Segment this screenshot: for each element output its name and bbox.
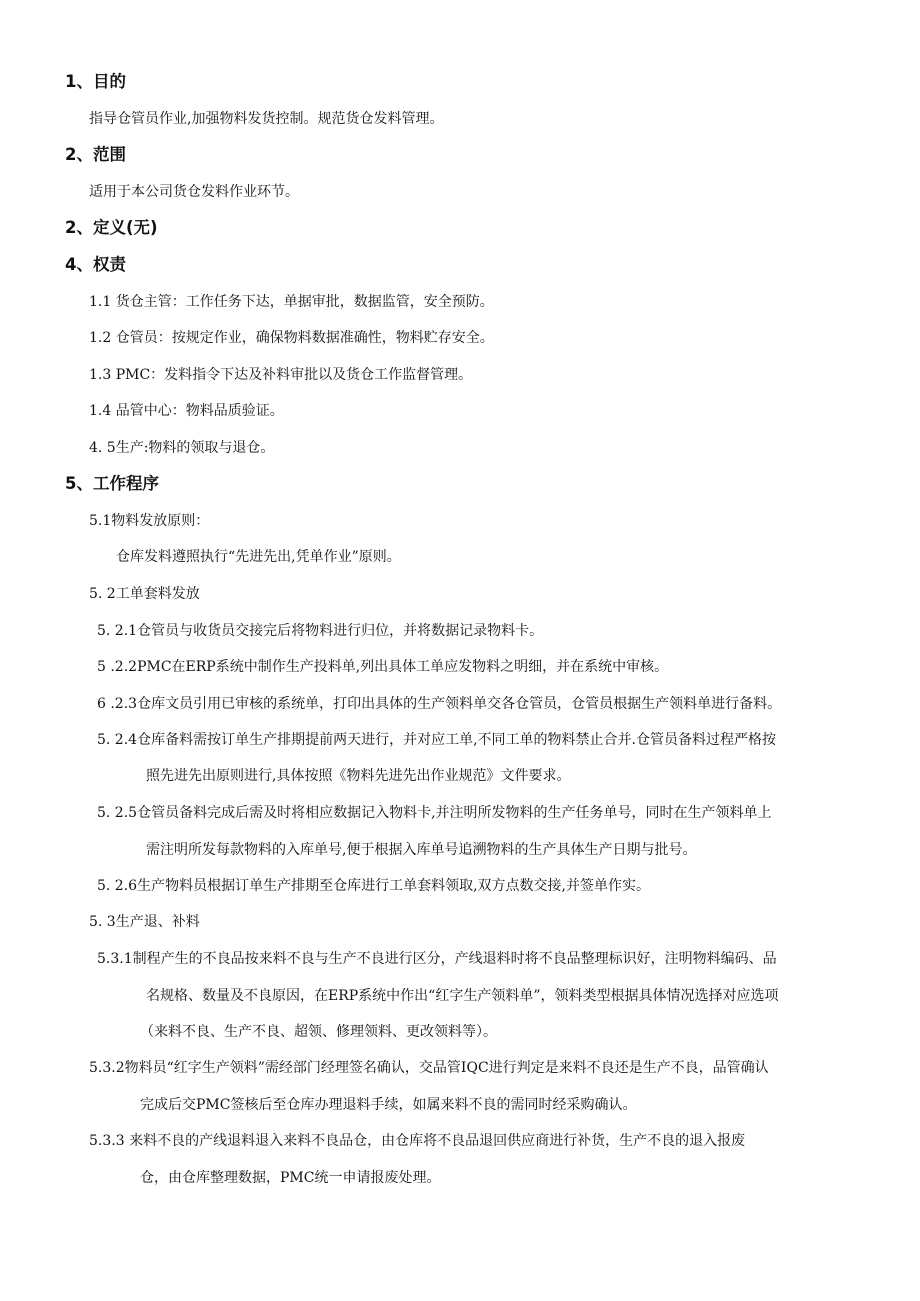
- clause-5-2-1: 5. 2.1仓管员与收货员交接完后将物料进行归位，并将数据记录物料卡。: [97, 623, 544, 639]
- clause-5-3-1-continued: 名规格、数量及不良原因，在ERP系统中作出“红字生产领料单”，领料类型根据具体情况选择对应选项: [146, 988, 779, 1004]
- section-4-heading: 4、权责: [65, 255, 126, 274]
- clause-5-2-2: 5 .2.2PMC在ERP系统中制作生产投料单,列出具体工单应发物料之明细，并在系统中审核。: [97, 659, 669, 675]
- clause-5-2-3: 6 .2.3仓库文员引用已审核的系统单，打印出具体的生产领料单交各仓管员，仓管员根据生产领料单进行备料。: [97, 696, 782, 712]
- section-1-heading: 1、目的: [65, 72, 126, 91]
- clause-5-3-1: 5.3.1制程产生的不良品按来料不良与生产不良进行区分，产线退料时将不良品整理标识好，注明物料编码、品: [97, 951, 777, 967]
- clause-5-3-3-continued: 仓，由仓库整理数据，PMC统一申请报废处理。: [140, 1170, 441, 1186]
- section-2-text: 适用于本公司货仓发料作业环节。: [89, 184, 299, 200]
- clause-5-2-6: 5. 2.6生产物料员根据订单生产排期至仓库进行工单套料领取,双方点数交接,并签单作实。: [97, 878, 650, 894]
- clause-5-2-5: 5. 2.5仓管员备料完成后需及时将相应数据记入物料卡,并注明所发物料的生产任务单号，同时在生产领料单上: [97, 805, 772, 821]
- section-5-heading: 5、工作程序: [65, 474, 159, 493]
- section-3-heading: 2、定义(无): [65, 218, 158, 237]
- clause-5-3-1-options: （来料不良、生产不良、超领、修理领料、更改领料等）。: [140, 1024, 497, 1040]
- clause-5-3-2-continued: 完成后交PMC签核后至仓库办理退料手续，如属来料不良的需同时经采购确认。: [140, 1097, 637, 1113]
- responsibility-item: 1.1 货仓主管：工作任务下达，单据审批，数据监管，安全预防。: [89, 294, 494, 310]
- clause-5-2-5-continued: 需注明所发每款物料的入库单号,便于根据入库单号追溯物料的生产具体生产日期与批号。: [146, 842, 697, 858]
- responsibility-item: 1.2 仓管员：按规定作业，确保物料数据准确性，物料贮存安全。: [89, 330, 494, 346]
- clause-5-3-3: 5.3.3 来料不良的产线退料退入来料不良品仓，由仓库将不良品退回供应商进行补货，生产不良的退入报废: [89, 1133, 746, 1149]
- subsection-5-2-title: 5. 2工单套料发放: [89, 586, 200, 602]
- section-1-text: 指导仓管员作业,加强物料发货控制。规范货仓发料管理。: [89, 111, 444, 127]
- clause-5-2-4-continued: 照先进先出原则进行,具体按照《物料先进先出作业规范》文件要求。: [146, 768, 571, 784]
- section-2-heading: 2、范围: [65, 145, 126, 164]
- responsibility-item: 4. 5生产:物料的领取与退仓。: [89, 440, 275, 456]
- responsibility-item: 1.4 品管中心：物料品质验证。: [89, 403, 284, 419]
- clause-5-3-2: 5.3.2物料员“红字生产领料”需经部门经理签名确认，交品管IQC进行判定是来料不良还是生产不良，品管确认: [89, 1060, 769, 1076]
- responsibility-item: 1.3 PMC：发料指令下达及补料审批以及货仓工作监督管理。: [89, 367, 473, 383]
- subsection-5-1-title: 5.1物料发放原则：: [89, 513, 210, 529]
- subsection-5-1-text: 仓库发料遵照执行“先进先出,凭单作业”原则。: [116, 549, 401, 565]
- subsection-5-3-title: 5. 3生产退、补料: [89, 914, 200, 930]
- clause-5-2-4: 5. 2.4仓库备料需按订单生产排期提前两天进行，并对应工单,不同工单的物料禁止合并.仓管员备料过程严格按: [97, 732, 776, 748]
